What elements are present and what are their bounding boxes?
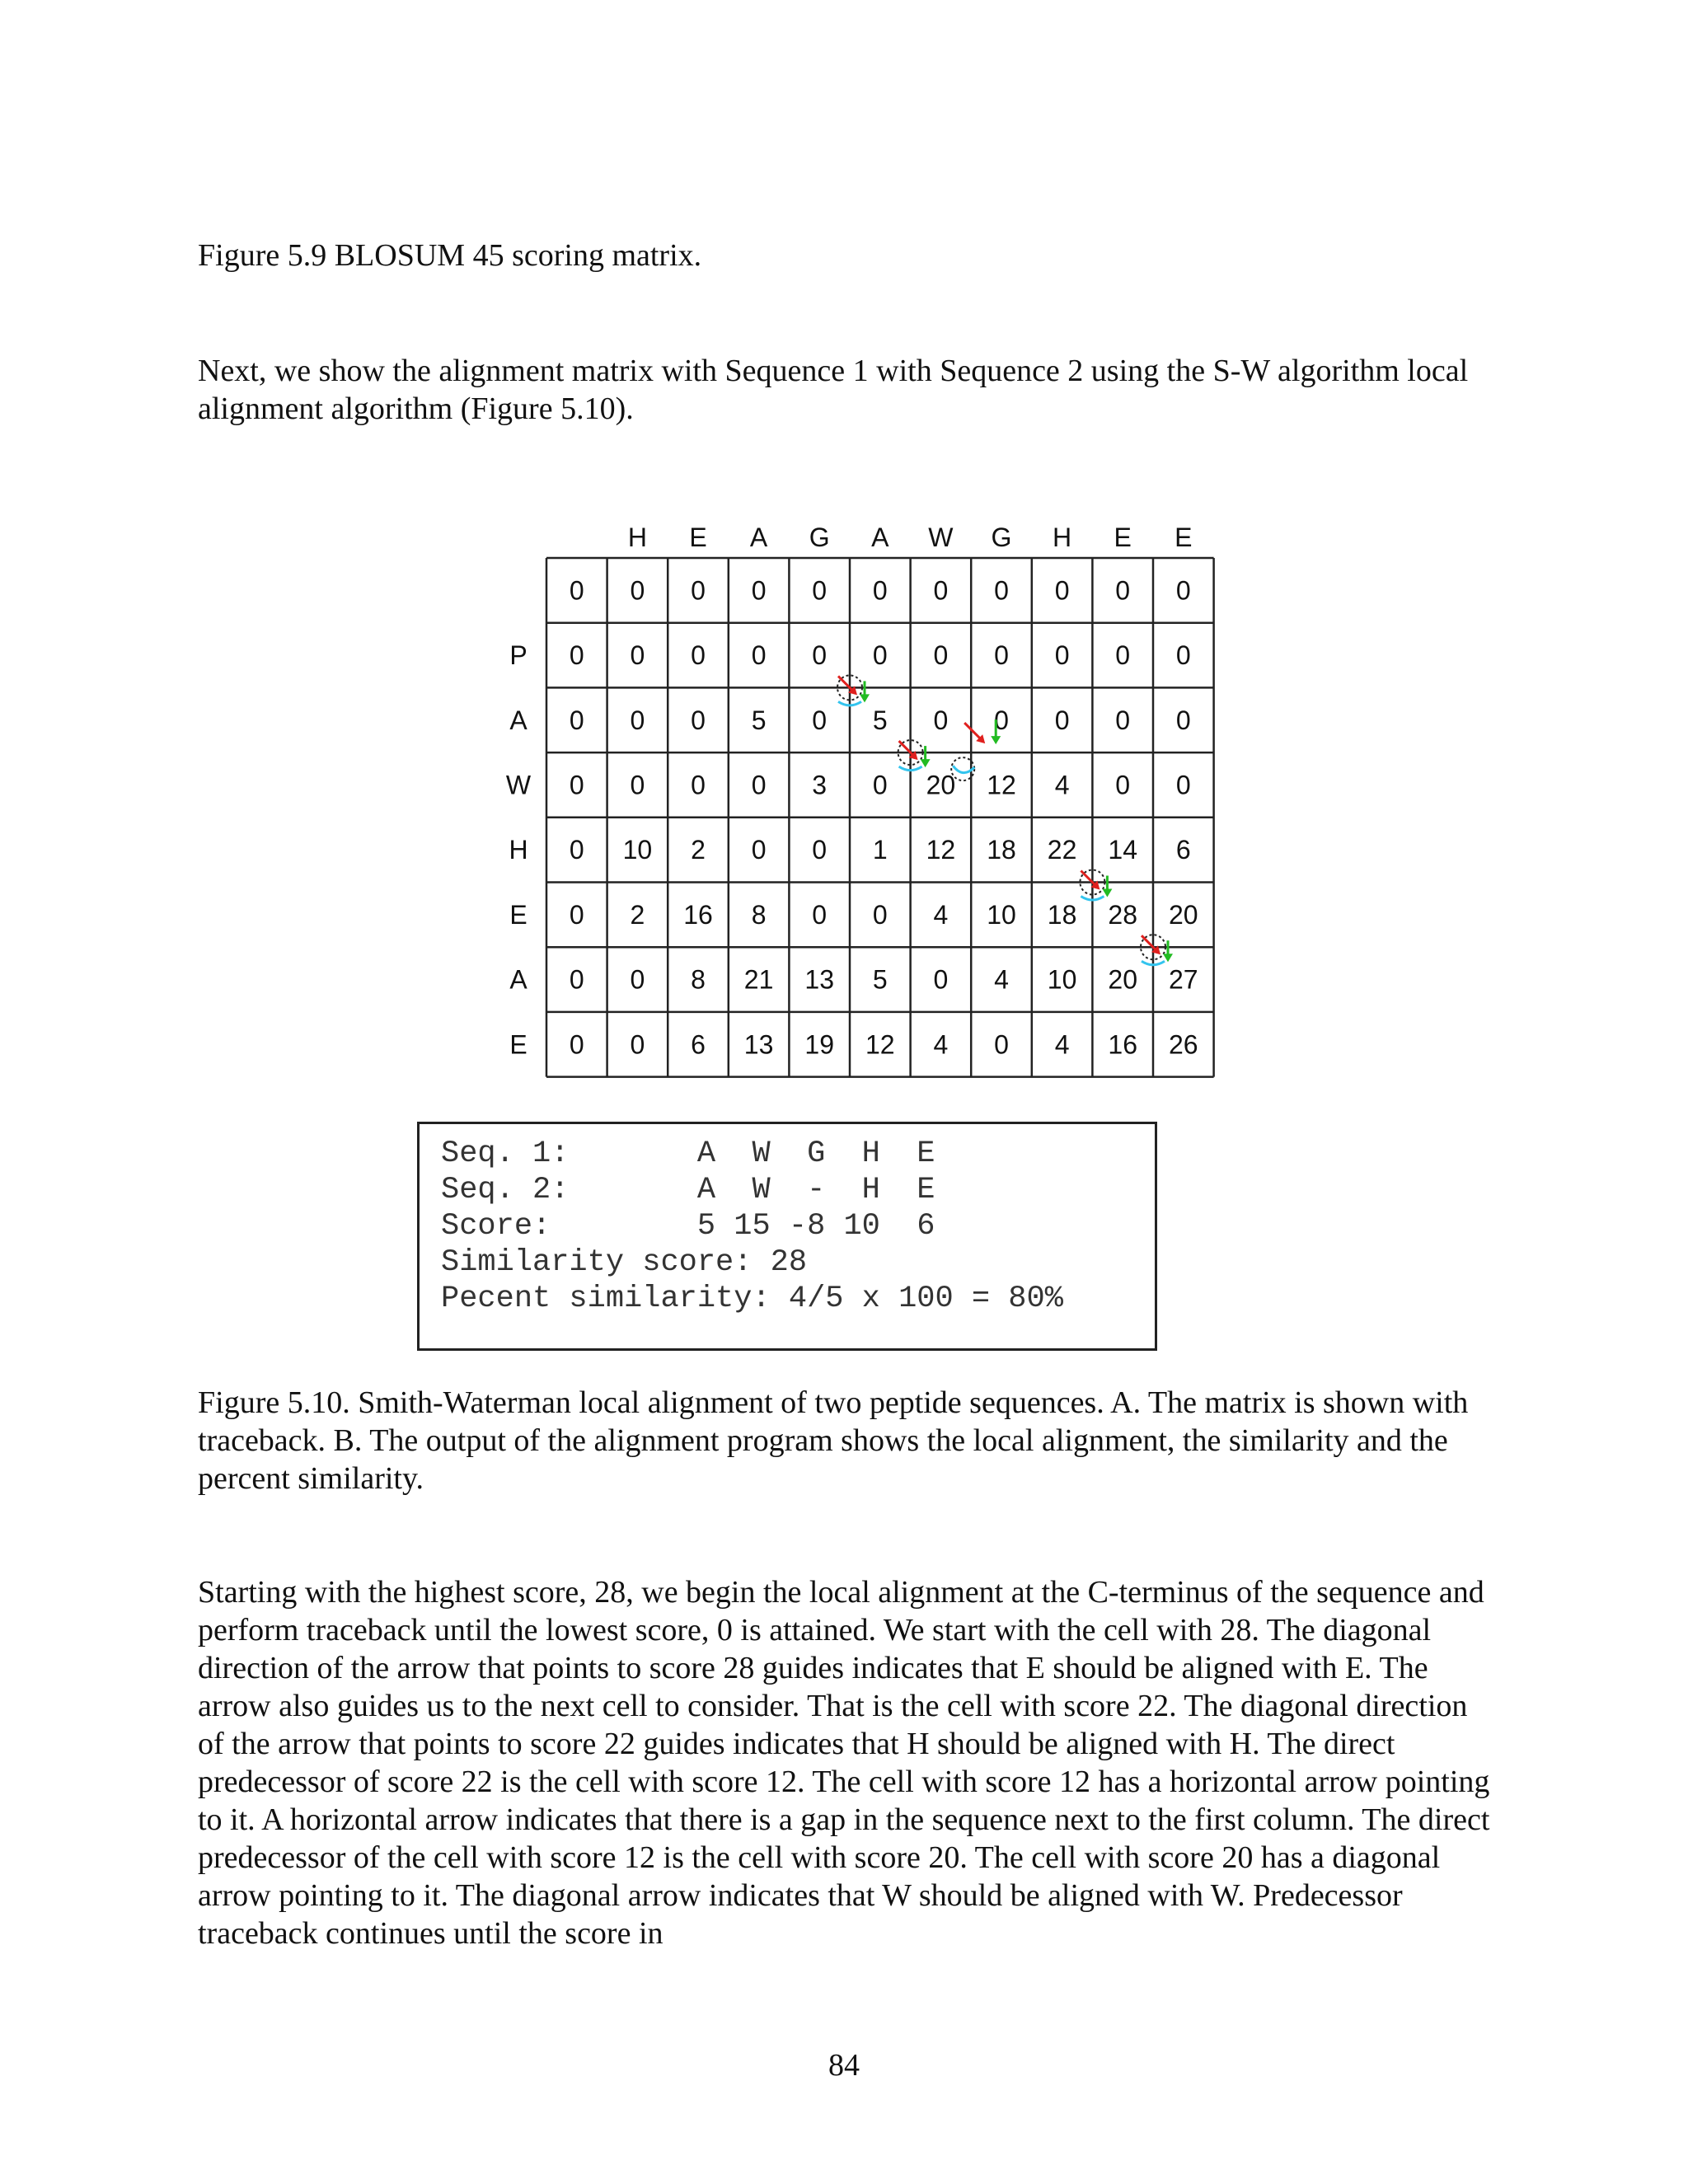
matrix-cell: 4 — [933, 899, 949, 930]
matrix-cell: 21 — [743, 964, 774, 995]
score-line: Score: 5 15 -8 10 6 — [441, 1209, 935, 1244]
matrix-cell: 6 — [691, 1029, 706, 1060]
matrix-cell: 0 — [872, 640, 888, 671]
matrix-cell: 2 — [691, 835, 706, 865]
matrix-cell: 0 — [691, 640, 706, 671]
matrix-cell: 6 — [1175, 835, 1191, 865]
column-header: W — [928, 523, 954, 552]
matrix-cell: 0 — [1115, 770, 1131, 800]
matrix-cell: 0 — [630, 964, 645, 995]
matrix-cell: 0 — [1054, 640, 1070, 671]
seq1-line: Seq. 1: A W G H E — [441, 1137, 935, 1171]
matrix-cell: 0 — [1115, 640, 1131, 671]
matrix-cell: 16 — [1108, 1029, 1137, 1060]
matrix-grid — [546, 558, 1214, 1077]
matrix-cell: 0 — [751, 640, 767, 671]
matrix-cell: 14 — [1108, 835, 1137, 865]
matrix-cell: 10 — [1047, 964, 1077, 995]
column-header: E — [1175, 523, 1193, 552]
matrix-cell: 8 — [751, 899, 767, 930]
matrix-cell: 0 — [1054, 575, 1070, 606]
row-header: P — [509, 640, 528, 671]
similarity-score-line: Similarity score: 28 — [441, 1245, 808, 1280]
matrix-cell: 0 — [569, 575, 584, 606]
matrix-cell: 0 — [1115, 705, 1131, 735]
row-headers — [506, 640, 532, 1059]
matrix-cell: 0 — [1115, 575, 1131, 606]
down-arrowhead — [991, 736, 1001, 744]
diagonal-arrow — [1081, 871, 1095, 886]
matrix-cell: 12 — [926, 835, 956, 865]
column-header: G — [809, 523, 830, 552]
matrix-cell: 16 — [683, 899, 713, 930]
matrix-cell: 0 — [933, 964, 949, 995]
column-header: A — [871, 523, 889, 552]
matrix-cell: 0 — [872, 899, 888, 930]
diagonal-arrow — [1142, 935, 1156, 950]
matrix-cell: 0 — [812, 835, 828, 865]
matrix-cell: 19 — [804, 1029, 834, 1060]
matrix-cell: 27 — [1169, 964, 1198, 995]
column-header: E — [1114, 523, 1132, 552]
matrix-cell: 2 — [630, 899, 645, 930]
matrix-cell: 0 — [569, 770, 584, 800]
row-header: A — [509, 705, 528, 735]
diagonal-arrow — [964, 723, 981, 739]
matrix-cell: 12 — [987, 770, 1016, 800]
percent-similarity-line: Pecent similarity: 4/5 x 100 = 80% — [441, 1282, 1063, 1316]
matrix-cell: 0 — [569, 1029, 584, 1060]
row-header: E — [509, 899, 528, 930]
diagonal-arrow — [838, 676, 853, 691]
row-header: H — [509, 835, 528, 865]
matrix-cell: 0 — [691, 575, 706, 606]
seq2-line: Seq. 2: A W - H E — [441, 1173, 935, 1207]
matrix-cell: 12 — [865, 1029, 895, 1060]
matrix-cell: 0 — [569, 899, 584, 930]
traceback-marker — [1141, 935, 1173, 965]
body-paragraph: Starting with the highest score, 28, we begin the local alignment at the C-terminus of the sequence and perform traceback until the lowest score, 0 is attained. We start with the cell with 28. The diagonal direction of the arrow that points to score 28 guides indicates that E should be aligned with E. The arrow also guides us to the next cell to consider. That is the cell with score 22. The diagonal direction of the arrow that points to score 22 guides indicates that H should be aligned with H. The direct predecessor of score 22 is the cell with score 12. The cell with score 12 has a horizontal arrow pointing to it. A horizontal arrow indicates that there is a gap in the sequence next to the first column. The direct predecessor of the cell with score 12 is the cell with score 20. The cell with score 20 has a diagonal arrow pointing to it. The diagonal arrow indicates that W should be aligned with W. Predecessor traceback continues until the score in — [198, 1575, 1490, 1951]
matrix-cell: 18 — [987, 835, 1016, 865]
matrix-cell: 0 — [630, 1029, 645, 1060]
matrix-cell: 10 — [987, 899, 1016, 930]
intro-paragraph: Next, we show the alignment matrix with Sequence 1 with Sequence 2 using the S-W algorithm local alignment algorithm (Figure 5.10). — [198, 354, 1469, 426]
matrix-cell: 0 — [1175, 575, 1191, 606]
column-header: E — [689, 523, 707, 552]
matrix-cell: 0 — [751, 770, 767, 800]
matrix-cell: 4 — [1054, 1029, 1070, 1060]
column-headers — [628, 523, 1193, 552]
matrix-cell: 0 — [1175, 705, 1191, 735]
matrix-cell: 0 — [1054, 705, 1070, 735]
matrix-cell: 0 — [994, 640, 1009, 671]
matrix-cell: 0 — [691, 705, 706, 735]
column-header: H — [627, 523, 647, 552]
alignment-output-box — [417, 1122, 1157, 1351]
matrix-cell: 0 — [1175, 640, 1191, 671]
matrix-cell: 0 — [630, 640, 645, 671]
matrix-cell: 4 — [994, 964, 1009, 995]
matrix-cell: 28 — [1108, 899, 1137, 930]
row-header: E — [509, 1029, 528, 1060]
matrix-cell: 0 — [630, 575, 645, 606]
matrix-cell: 0 — [812, 899, 828, 930]
matrix-cell: 26 — [1169, 1029, 1198, 1060]
matrix-cell: 3 — [812, 770, 828, 800]
row-header: W — [505, 770, 532, 800]
matrix-cell: 22 — [1047, 835, 1077, 865]
matrix-cell: 0 — [569, 705, 584, 735]
matrix-cell: 18 — [1047, 899, 1077, 930]
matrix-cell: 0 — [691, 770, 706, 800]
figure-5-9-caption: Figure 5.9 BLOSUM 45 scoring matrix. — [198, 238, 702, 273]
matrix-cell: 8 — [691, 964, 706, 995]
matrix-cell: 0 — [933, 575, 949, 606]
matrix-cell: 20 — [926, 770, 956, 800]
matrix-cell: 5 — [751, 705, 767, 735]
row-header: A — [509, 964, 528, 995]
matrix-cell: 0 — [812, 575, 828, 606]
traceback-marker — [837, 675, 870, 705]
traceback-marker — [1080, 870, 1112, 901]
matrix-cell: 5 — [872, 964, 888, 995]
figure-5-10-caption: Figure 5.10. Smith-Waterman local alignment of two peptide sequences. A. The matrix is shown with traceback. B. The output of the alignment program shows the local alignment, the similarity and the percent similarity. — [198, 1385, 1469, 1496]
matrix-cell: 0 — [933, 705, 949, 735]
down-arrowhead — [860, 694, 870, 702]
matrix-cell: 0 — [994, 1029, 1009, 1060]
matrix-cell: 0 — [630, 770, 645, 800]
matrix-cell: 20 — [1108, 964, 1137, 995]
matrix-cell: 0 — [872, 770, 888, 800]
matrix-cell: 0 — [933, 640, 949, 671]
matrix-cell: 0 — [994, 575, 1009, 606]
column-header: A — [749, 523, 768, 552]
diagonal-arrow — [899, 741, 914, 756]
matrix-cell: 0 — [812, 705, 828, 735]
matrix-cell: 5 — [872, 705, 888, 735]
matrix-cell: 20 — [1169, 899, 1198, 930]
matrix-cell: 0 — [569, 640, 584, 671]
matrix-cell: 4 — [1054, 770, 1070, 800]
matrix-cell: 0 — [630, 705, 645, 735]
matrix-cell: 1 — [872, 835, 888, 865]
matrix-cell: 0 — [751, 575, 767, 606]
traceback-marker — [898, 740, 931, 771]
matrix-cell: 10 — [622, 835, 653, 865]
matrix-cell: 13 — [804, 964, 834, 995]
column-header: G — [991, 523, 1012, 552]
column-header: H — [1053, 523, 1072, 552]
matrix-cell: 0 — [1175, 770, 1191, 800]
page-number: 84 — [828, 2048, 860, 2083]
matrix-cell: 0 — [569, 835, 584, 865]
down-arrowhead — [1163, 954, 1173, 962]
matrix-cell: 0 — [872, 575, 888, 606]
down-arrowhead — [1102, 889, 1112, 898]
matrix-cell: 0 — [569, 964, 584, 995]
matrix-cell: 0 — [812, 640, 828, 671]
matrix-cell: 4 — [933, 1029, 949, 1060]
matrix-cell: 13 — [743, 1029, 774, 1060]
matrix-cell: 0 — [751, 835, 767, 865]
down-arrowhead — [921, 759, 931, 767]
matrix-cell: 0 — [994, 705, 1009, 735]
